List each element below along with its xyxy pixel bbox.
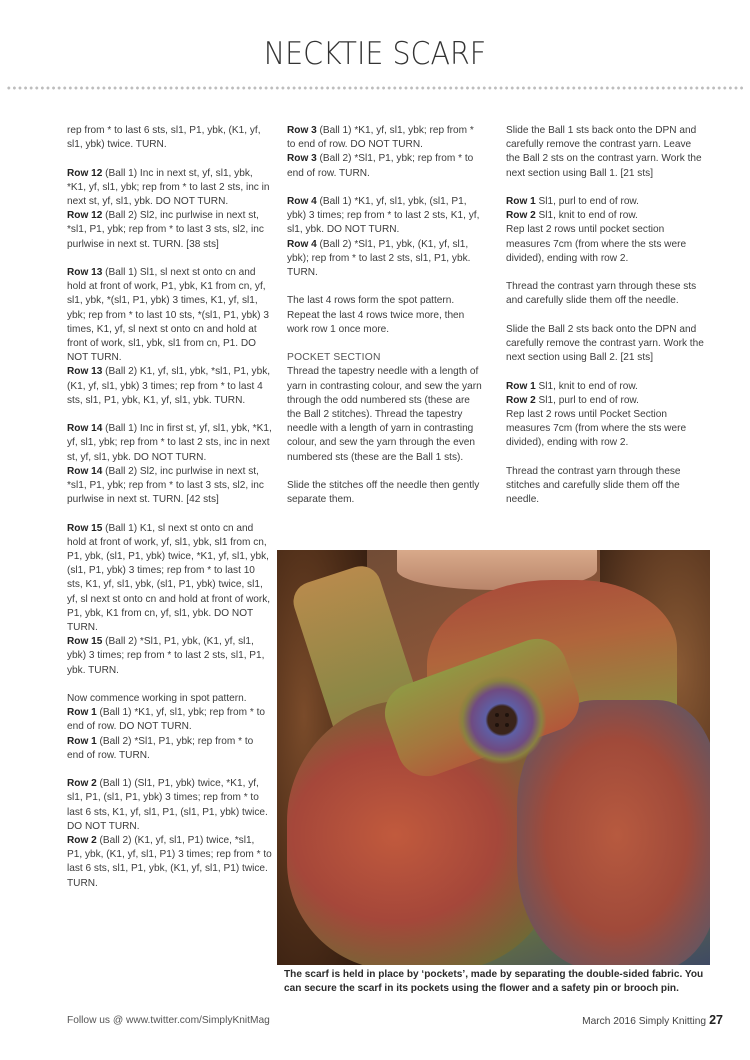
pattern-paragraph <box>67 209 272 252</box>
row-label: Row 14 <box>67 423 103 435</box>
pattern-paragraph <box>287 479 484 507</box>
pattern-paragraph <box>506 195 704 209</box>
paragraph-text: (Ball 2) Sl2, inc purlwise in next st, *sl1, P1, ybk; rep from * to last 3 sts, sl2, inc purlwise in next st. TURN. [42 sts] <box>67 465 264 506</box>
pattern-paragraph <box>67 167 272 210</box>
pattern-paragraph <box>506 380 704 394</box>
footer-issue <box>582 1013 723 1027</box>
paragraph-text: Rep last 2 rows until Pocket Section measures 7cm (from where the sts were divided), ending with row 2. <box>506 409 687 449</box>
paragraph-text: Slide the stitches off the needle then gently separate them. <box>287 480 480 506</box>
paragraph-text: Sl1, purl to end of row. <box>535 394 639 406</box>
flower-button-icon <box>457 675 547 765</box>
pattern-paragraph <box>287 238 484 281</box>
paragraph-text: (Ball 2) *Sl1, P1, ybk, (K1, yf, sl1, ybk); rep from * to last 2 sts, sl1, P1, ybk. TURN. <box>287 238 471 279</box>
row-label: Row 3 <box>287 153 317 165</box>
paragraph-text: (Ball 2) (K1, yf, sl1, P1) twice, *sl1, P1, ybk, (K1, yf, sl1, P1) 3 times; rep from * to last 6 sts, sl1, P1, ybk, (K1, yf, sl1, P1) twice. TURN. <box>67 835 272 889</box>
pattern-paragraph <box>287 124 484 152</box>
pattern-paragraph <box>287 152 484 180</box>
row-label: Row 2 <box>506 394 536 406</box>
pattern-paragraph <box>506 465 704 508</box>
paragraph-text: (Ball 1) Inc in first st, yf, sl1, ybk, *K1, yf, sl1, ybk; rep from * to last 2 sts, inc in next st, yf, sl1, ybk. DO NOT TURN. <box>67 423 272 463</box>
page-number: 27 <box>709 1013 723 1027</box>
button-hole <box>495 713 499 717</box>
paragraph-text: (Ball 1) Sl1, sl next st onto cn and hold at front of work, P1, ybk, K1 from cn, yf, sl1, ybk, *(sl1, P1, ybk) 3 times, K1, yf, sl1, ybk; rep from * to last 10 sts, *(sl1, P1, ybk) 3 times, K1, yf, sl next st onto cn and hold at front of work, sl1, ybk, sl1 from cn, P1. DO NOT TURN. <box>67 267 269 364</box>
button-hole <box>505 723 509 727</box>
row-label: Row 13 <box>67 267 103 278</box>
photo-caption: The scarf is held in place by ‘pockets’, made by separating the double-sided fabric. You can secure the scarf in its pockets using the flower and a safety pin or brooch pin. <box>284 969 704 995</box>
page-title: NECKTIE SCARF <box>263 36 487 72</box>
row-label: Row 12 <box>67 210 103 222</box>
paragraph-text: (Ball 2) *Sl1, P1, ybk; rep from * to end of row. TURN. <box>67 735 254 761</box>
row-label: Row 3 <box>287 125 317 136</box>
paragraph-text: Sl1, knit to end of row. <box>535 380 638 392</box>
pattern-paragraph <box>67 422 272 465</box>
paragraph-text: Thread the contrast yarn through these sts and carefully slide them off the needle. <box>506 281 697 307</box>
row-label: Row 1 <box>506 196 536 207</box>
row-label: Row 12 <box>67 167 103 179</box>
row-label: Row 15 <box>67 522 103 534</box>
pattern-paragraph <box>67 266 272 365</box>
paragraph-text: (Ball 1) K1, sl next st onto cn and hold at front of work, yf, sl1, ybk, sl1 from cn, P1, ybk, (sl1, P1, ybk) twice, *K1, yf, sl1, ybk, (sl1, P1, ybk) 3 times; rep from * to last 10 sts, K1, yf, sl1, ybk, (sl1, P1, ybk) twice, sl1, yf, sl next st onto cn and hold at front of work, P1, ybk, K1 from cn, yf, sl1, ybk. DO NOT TURN. <box>67 522 271 634</box>
footer-twitter-link[interactable]: Follow us @ www.twitter.com/SimplyKnitMag <box>67 1015 270 1026</box>
pattern-paragraph <box>506 394 704 408</box>
photo-scarf-pocket-right <box>517 700 710 965</box>
paragraph-text: (Ball 2) Sl2, inc purlwise in next st, *sl1, P1, ybk; rep from * to last 3 sts, sl2, inc purlwise in next st. TURN. [38 sts] <box>67 210 264 250</box>
paragraph-text: (Ball 1) *K1, yf, sl1, ybk; rep from * to end of row. DO NOT TURN. <box>67 707 266 733</box>
paragraph-text: (Ball 1) *K1, yf, sl1, ybk; rep from * to end of row. DO NOT TURN. <box>287 125 474 151</box>
pattern-paragraph <box>67 124 272 152</box>
paragraph-text: (Ball 2) K1, yf, sl1, ybk, *sl1, P1, ybk, (K1, yf, sl1, ybk) 3 times; rep from * to last 4 sts, sl1, P1, ybk, K1, yf, sl1, ybk. TURN. <box>67 366 271 406</box>
section-heading-text: POCKET SECTION <box>287 352 381 364</box>
pattern-paragraph <box>287 365 484 464</box>
pattern-paragraph <box>287 195 484 238</box>
pattern-paragraph <box>506 408 704 451</box>
pattern-paragraph <box>67 735 272 763</box>
paragraph-text: Rep last 2 rows until pocket section measures 7cm (from where the sts were divided), ending with row 2. <box>506 224 687 264</box>
row-label: Row 15 <box>67 636 103 648</box>
paragraph-text: Thread the contrast yarn through these stitches and carefully slide them off the needle. <box>506 465 681 506</box>
paragraph-text: (Ball 1) *K1, yf, sl1, ybk, (sl1, P1, ybk) 3 times; rep from * to last 2 sts, K1, yf, sl1, ybk. DO NOT TURN. <box>287 196 480 236</box>
row-label: Row 1 <box>67 735 97 747</box>
paragraph-text: (Ball 1) Inc in next st, yf, sl1, ybk, *K1, yf, sl1, ybk; rep from * to last 2 sts, inc in next st, yf, sl1, ybk. DO NOT TURN. <box>67 167 270 207</box>
paragraph-text: Sl1, knit to end of row. <box>535 210 638 222</box>
pattern-paragraph <box>67 365 272 408</box>
row-label: Row 1 <box>506 380 536 392</box>
paragraph-text: rep from * to last 6 sts, sl1, P1, ybk, (K1, yf, sl1, ybk) twice. TURN. <box>67 125 261 151</box>
dotted-divider <box>6 86 744 90</box>
pattern-paragraph <box>506 124 704 181</box>
text-column-2 <box>287 124 484 522</box>
pattern-paragraph <box>67 706 272 734</box>
pattern-paragraph <box>67 635 272 678</box>
button-hole <box>505 713 509 717</box>
paragraph-text: (Ball 2) *Sl1, P1, ybk, (K1, yf, sl1, ybk) 3 times; rep from * to last 2 sts, sl1, P1, ybk. TURN. <box>67 636 265 676</box>
footer-issue-label: March 2016 Simply Knitting <box>582 1016 707 1027</box>
paragraph-text: Slide the Ball 2 sts back onto the DPN and carefully remove the contrast yarn. Work the next section using Ball 2. [21 sts] <box>506 323 704 364</box>
text-column-3 <box>506 124 704 522</box>
row-label: Row 2 <box>506 210 536 222</box>
pattern-paragraph <box>287 294 484 337</box>
pattern-paragraph <box>506 323 704 366</box>
paragraph-text: Now commence working in spot pattern. <box>67 693 247 705</box>
button-hole <box>495 723 499 727</box>
row-label: Row 2 <box>67 778 97 790</box>
text-column-1 <box>67 124 272 905</box>
paragraph-text: Thread the tapestry needle with a length of yarn in contrasting colour, and sew the yarn through the odd numbered sts (these are the Ball 2 stitches). Thread the tapestry needle with a length of yarn in contrasting colour, and sew the yarn through the even numbered sts (these are the Ball 1 sts). <box>287 366 482 463</box>
pattern-paragraph <box>506 280 704 308</box>
row-label: Row 4 <box>287 196 317 207</box>
pattern-paragraph <box>67 465 272 508</box>
pattern-paragraph <box>506 223 704 266</box>
pattern-paragraph <box>67 834 272 891</box>
pattern-paragraph <box>67 522 272 636</box>
paragraph-text: (Ball 1) (Sl1, P1, ybk) twice, *K1, yf, sl1, P1, (sl1, P1, ybk) 3 times; rep from * to last 6 sts, K1, yf, sl1, P1, (sl1, P1, ybk) twice. DO NOT TURN. <box>67 778 268 832</box>
pattern-paragraph <box>67 777 272 834</box>
row-label: Row 14 <box>67 465 103 477</box>
paragraph-text: Slide the Ball 1 sts back onto the DPN and carefully remove the contrast yarn. Leave the Ball 2 sts on the contrast yarn. Work the next section using Ball 1. [21 sts] <box>506 125 702 179</box>
paragraph-text: The last 4 rows form the spot pattern. Repeat the last 4 rows twice more, then work row 1 once more. <box>287 295 465 335</box>
pattern-paragraph <box>506 209 704 223</box>
paragraph-text: Sl1, purl to end of row. <box>535 196 639 207</box>
row-label: Row 1 <box>67 707 97 719</box>
row-label: Row 4 <box>287 238 317 250</box>
section-heading <box>287 351 484 365</box>
scarf-photo <box>277 550 710 965</box>
row-label: Row 13 <box>67 366 103 378</box>
pattern-paragraph <box>67 692 272 706</box>
paragraph-text: (Ball 2) *Sl1, P1, ybk; rep from * to end of row. TURN. <box>287 153 474 179</box>
row-label: Row 2 <box>67 835 97 847</box>
